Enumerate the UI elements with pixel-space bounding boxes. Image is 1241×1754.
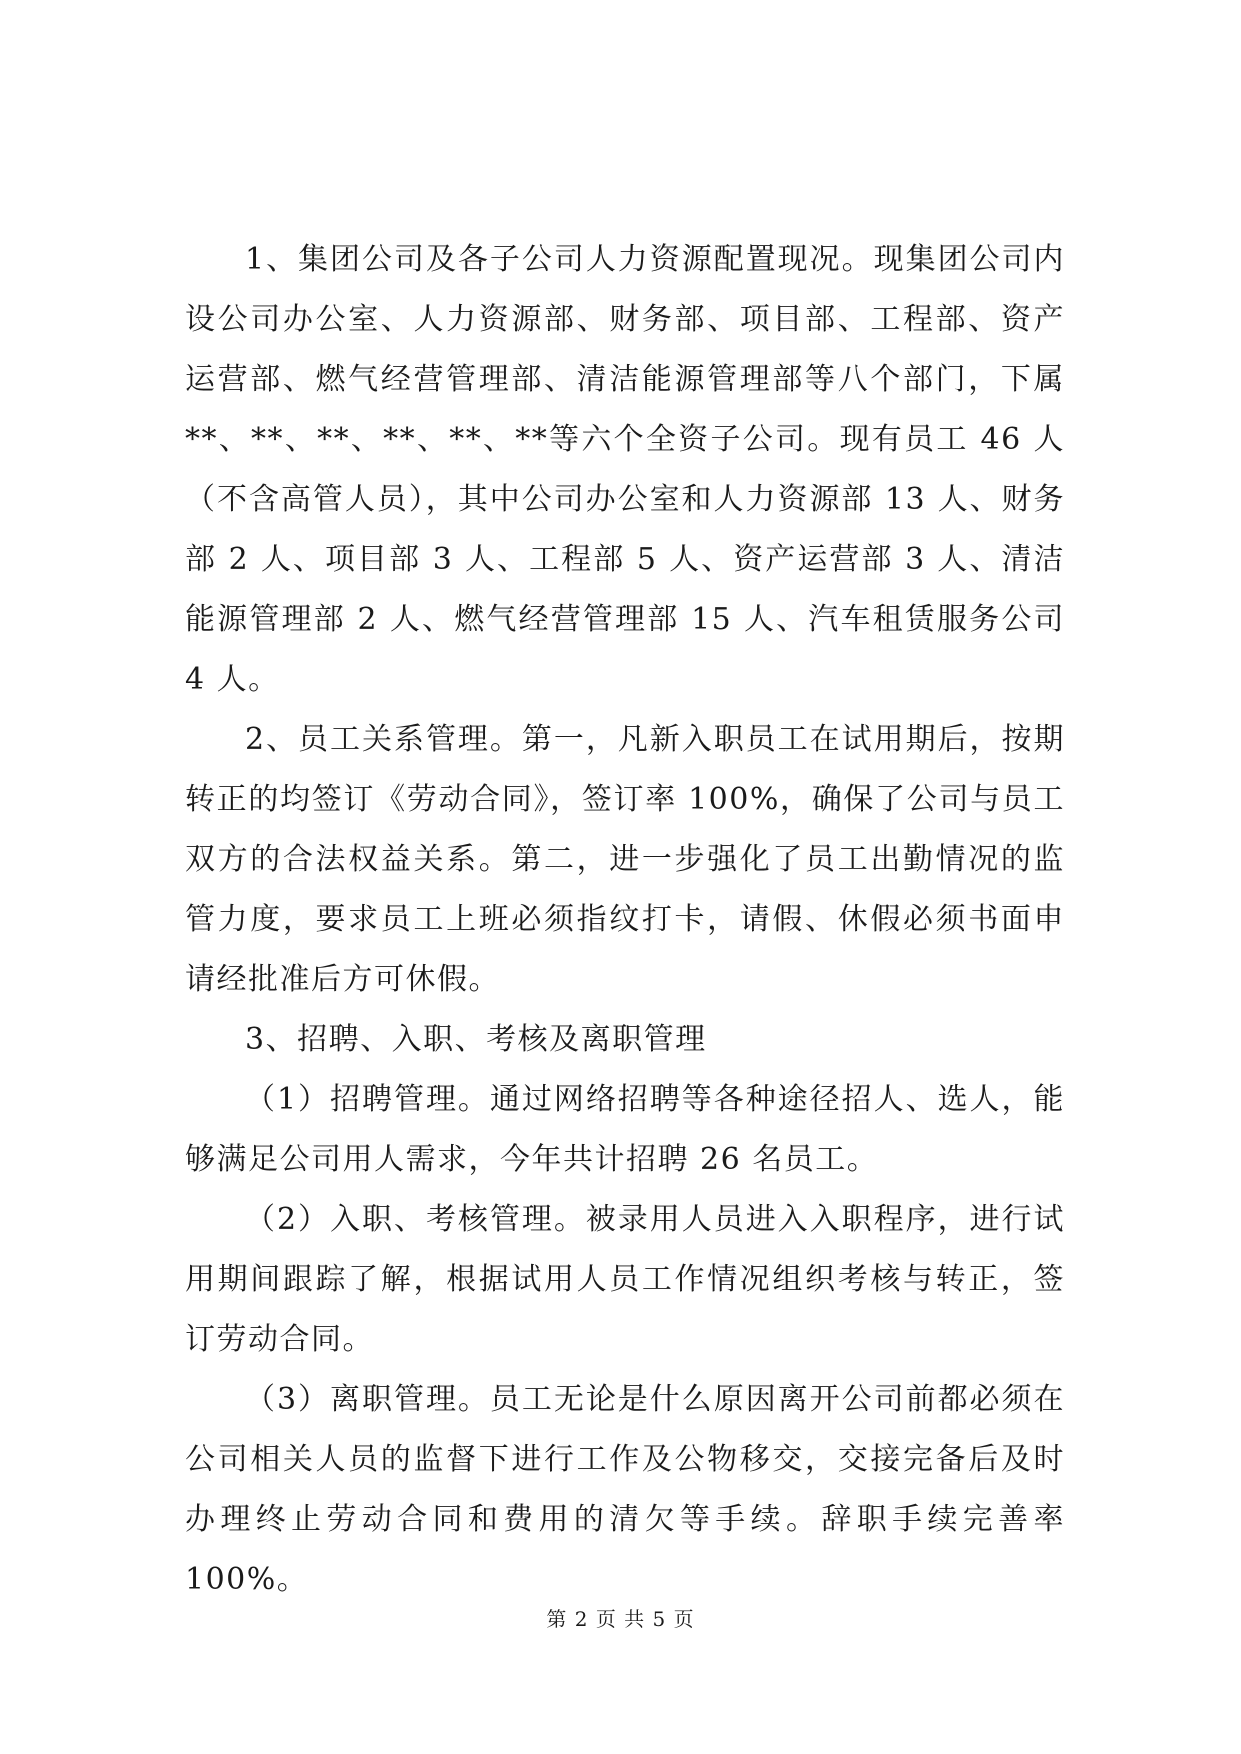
paragraph-staffing: 1、集团公司及各子公司人力资源配置现况。现集团公司内设公司办公室、人力资源部、财务部、项目部、工程部、资产运营部、燃气经营管理部、清洁能源管理部等八个部门，下属**、**、**、**、**、**等六个全资子公司。现有员工 46 人（不含高管人员），其中公司办公室和人力资源部 13 人、财务部 2 人、项目部 3 人、工程部 5 人、资产运营部 3 人、清洁能源管理部 2 人、燃气经营管理部 15 人、汽车租赁服务公司 4 人。 bbox=[185, 242, 1065, 697]
paragraph-employee-relations: 2、员工关系管理。第一，凡新入职员工在试用期后，按期转正的均签订《劳动合同》，签订率 100%，确保了公司与员工双方的合法权益关系。第二，进一步强化了员工出勤情况的监管力度，要求员工上班必须指纹打卡，请假、休假必须书面申请经批准后方可休假。 bbox=[185, 722, 1065, 997]
document-body bbox=[185, 230, 1065, 1610]
paragraph-resignation: （3）离职管理。员工无论是什么原因离开公司前都必须在公司相关人员的监督下进行工作及公物移交，交接完备后及时办理终止劳动合同和费用的清欠等手续。辞职手续完善率 100%。 bbox=[185, 1382, 1065, 1597]
paragraph-onboarding: （2）入职、考核管理。被录用人员进入入职程序，进行试用期间跟踪了解，根据试用人员工作情况组织考核与转正，签订劳动合同。 bbox=[185, 1202, 1065, 1357]
paragraph-recruitment: （1）招聘管理。通过网络招聘等各种途径招人、选人，能够满足公司用人需求，今年共计招聘 26 名员工。 bbox=[185, 1082, 1065, 1177]
paragraph-section-heading: 3、招聘、入职、考核及离职管理 bbox=[245, 1022, 707, 1057]
page-number-footer: 第 2 页 共 5 页 bbox=[546, 1607, 695, 1631]
